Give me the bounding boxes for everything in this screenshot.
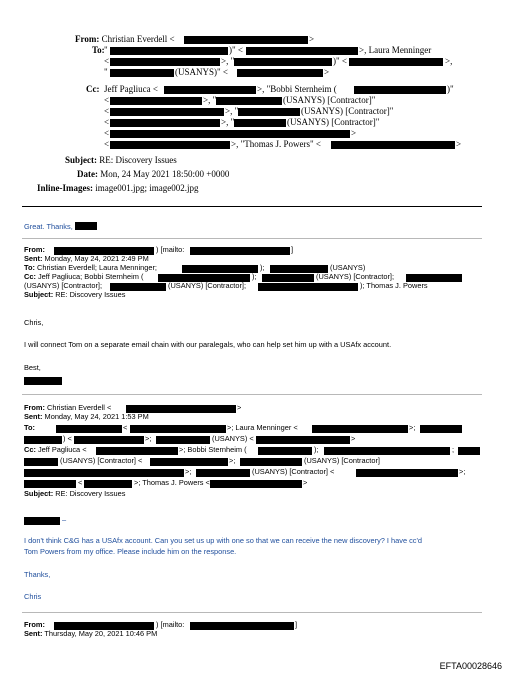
redaction (110, 69, 174, 77)
email-document: From: Christian Everdell < > To: " )" < >, Laura Menninger < >, " )" < >, " (USANYS)" < > Cc: Jeff Pagliuca < >, "Bobbi Sternheim ( )" < >, " (USANYS) [Contractor]" < >, " (USANYS) [Contractor]" < >, " (USANYS) [Contractor]" < > < >, "Thomas J. Powers" < > Subject: RE: Discovery Issues Date: Mon, 24 May 2021 18:50:00 +0000 Inline-Images: image001.jpg; image002.jpg Great. Thanks, From: ) [mailto: ] Sent: Monday, May 24, 2021 2:49 PM To: Christian Everdell; Laura Menninger; ); (USANYS) Cc: Jeff Pagliuca; Bobbi Sternheim ( ); (USANYS) [Contractor]; (USANYS) [Contractor]; (USANYS) [Contractor]; ); Thomas J. Powers Subject: RE: Discovery Issues Chris, I will connect Tom on a separate email chain with our paralegals, who can help set him up with a USAfx account. Best, From: Christian Everdell < > Sent: Monday, May 24, 2021 1:53 PM To: < >; Laura Menninger < >; ) < >; (USANYS) < > Cc: Jeff Pagliuca < >; Bobbi Sternheim ( ); ; (USANYS) [Contractor] < >; (USANYS) [Contractor] >; (USANYS) [Contractor] < >; < >; Thomas J. Powers < > Subject: RE: Discovery Issues – I don't think C&G has a USAfx account. Can you set us up with one so that we can receive the new discovery? I have cc'd Tom Powers from my office. Please include him on the response. Thanks, Chris From: ) [mailto: ] Sent: Thursday, May 20, 2021 10:46 PM EFTA00028646 (24, 34, 502, 671)
redaction (84, 480, 132, 488)
header-cc-bobbi: >, "Bobbi Sternheim ( (257, 84, 337, 94)
msg4-sent: Sent: Thursday, May 20, 2021 10:46 PM (24, 629, 158, 638)
redaction (237, 69, 323, 77)
header-subject: Subject: RE: Discovery Issues (65, 155, 177, 165)
redaction (262, 274, 314, 282)
redaction (24, 458, 58, 466)
redaction (24, 436, 62, 444)
redaction (56, 425, 122, 433)
redaction (216, 97, 282, 105)
redaction (210, 480, 302, 488)
msg2-cc-row2: (USANYS) [Contractor]; (24, 281, 103, 290)
msg3-cc-row3: (USANYS) [Contractor] < (252, 467, 335, 476)
redaction (324, 447, 450, 455)
redaction (150, 458, 228, 466)
msg3-cc-row2-usanys: (USANYS) [Contractor] (304, 456, 380, 465)
msg2-salutation: Chris, (24, 318, 44, 327)
redaction (110, 58, 220, 66)
header-date: Date: Mon, 24 May 2021 18:50:00 +0000 (77, 169, 230, 179)
msg3-from: From: Christian Everdell < (24, 403, 112, 412)
redaction (356, 469, 458, 477)
redaction (164, 86, 256, 94)
redaction (258, 447, 312, 455)
msg3-to-usanys: (USANYS) < (212, 434, 254, 443)
header-cc-contractor-2: (USANYS) [Contractor]" (301, 106, 394, 116)
msg2-cc: Cc: Jeff Pagliuca; Bobbi Sternheim ( (24, 272, 144, 281)
redaction (110, 130, 350, 138)
redaction (184, 36, 308, 44)
redaction (156, 436, 210, 444)
redaction (258, 283, 358, 291)
redaction (110, 141, 230, 149)
msg2-sent: Sent: Monday, May 24, 2021 2:49 PM (24, 254, 149, 263)
redaction (96, 447, 178, 455)
msg2-mailto: ) [mailto: (156, 245, 185, 254)
redaction (458, 447, 480, 455)
redaction (312, 425, 408, 433)
msg4-from: From: (24, 620, 45, 629)
msg3-cc-bobbi: >; Bobbi Sternheim ( (179, 445, 247, 454)
header-from (75, 34, 175, 45)
redaction (24, 517, 60, 525)
redaction (420, 425, 462, 433)
msg2-from: From: (24, 245, 45, 254)
redaction (196, 469, 250, 477)
header-inline-images: Inline-Images: image001.jpg; image002.jpg (37, 183, 199, 193)
redaction (24, 469, 184, 477)
msg2-cc-powers: ); Thomas J. Powers (360, 281, 428, 290)
msg2-body: I will connect Tom on a separate email chain with our paralegals, who can help set him up with a USAfx account. (24, 340, 392, 349)
header-to-label: To: (92, 45, 105, 55)
msg3-body-2: Tom Powers from my office. Please include him on the response. (24, 547, 237, 556)
msg3-signature: Chris (24, 592, 42, 601)
redaction (240, 458, 302, 466)
msg2-to: To: Christian Everdell; Laura Menninger; (24, 263, 157, 272)
reply-greeting: Great. Thanks, (24, 222, 97, 232)
redaction (238, 108, 300, 116)
redaction (256, 436, 350, 444)
header-cc-contractor-3: (USANYS) [Contractor]" (287, 117, 380, 127)
message-divider (22, 612, 482, 613)
header-to-usanys: (USANYS)" < (175, 67, 229, 77)
header-from-label: From: (75, 34, 100, 44)
redaction (75, 222, 97, 230)
redaction (110, 97, 202, 105)
redaction (182, 265, 258, 273)
redaction (110, 47, 228, 55)
header-from-value: Christian Everdell < (101, 34, 175, 44)
redaction (24, 480, 76, 488)
msg3-body: I don't think C&G has a USAfx account. Can you set us up with one so that we can receive the new discovery? I have cc'd (24, 536, 423, 545)
redaction (190, 622, 294, 630)
redaction (349, 58, 443, 66)
header-cc-jeff: Jeff Pagliuca < (104, 84, 158, 94)
msg2-cc-usanys: (USANYS) [Contractor]; (168, 281, 247, 290)
message-divider (22, 394, 482, 395)
msg4-mailto: ) [mailto: (156, 620, 185, 629)
msg3-sent: Sent: Monday, May 24, 2021 1:53 PM (24, 412, 149, 421)
msg3-subject: Subject: RE: Discovery Issues (24, 489, 126, 498)
message-divider (22, 238, 482, 239)
redaction (130, 425, 226, 433)
msg3-thanks: Thanks, (24, 570, 51, 579)
msg2-to-usanys: (USANYS) (330, 263, 366, 272)
msg3-to-laura: >; Laura Menninger < (227, 423, 298, 432)
redaction (24, 377, 62, 385)
header-cc-label: Cc: (86, 84, 100, 94)
redaction (190, 247, 290, 255)
header-to-laura: Laura Menninger (368, 45, 432, 55)
header-cc-powers: >, "Thomas J. Powers" < (231, 139, 321, 149)
bates-number: EFTA00028646 (439, 661, 502, 671)
msg3-cc-powers: >; Thomas J. Powers < (134, 478, 210, 487)
redaction (234, 58, 332, 66)
msg2-cc-contractor: (USANYS) [Contractor]; (316, 272, 395, 281)
msg2-closing: Best, (24, 363, 41, 372)
header-divider (22, 206, 482, 207)
redaction (110, 108, 224, 116)
redaction (234, 119, 286, 127)
redaction (74, 436, 144, 444)
msg3-cc: Cc: Jeff Pagliuca < (24, 445, 87, 454)
header-cc-contractor-1: (USANYS) [Contractor]" (283, 95, 376, 105)
redaction (354, 86, 446, 94)
redaction (110, 119, 220, 127)
msg3-cc-row2-contractor: (USANYS) [Contractor] < (60, 456, 143, 465)
redaction (331, 141, 455, 149)
msg3-to-label: To: (24, 423, 35, 432)
redaction (246, 47, 358, 55)
msg2-subject: Subject: RE: Discovery Issues (24, 290, 126, 299)
